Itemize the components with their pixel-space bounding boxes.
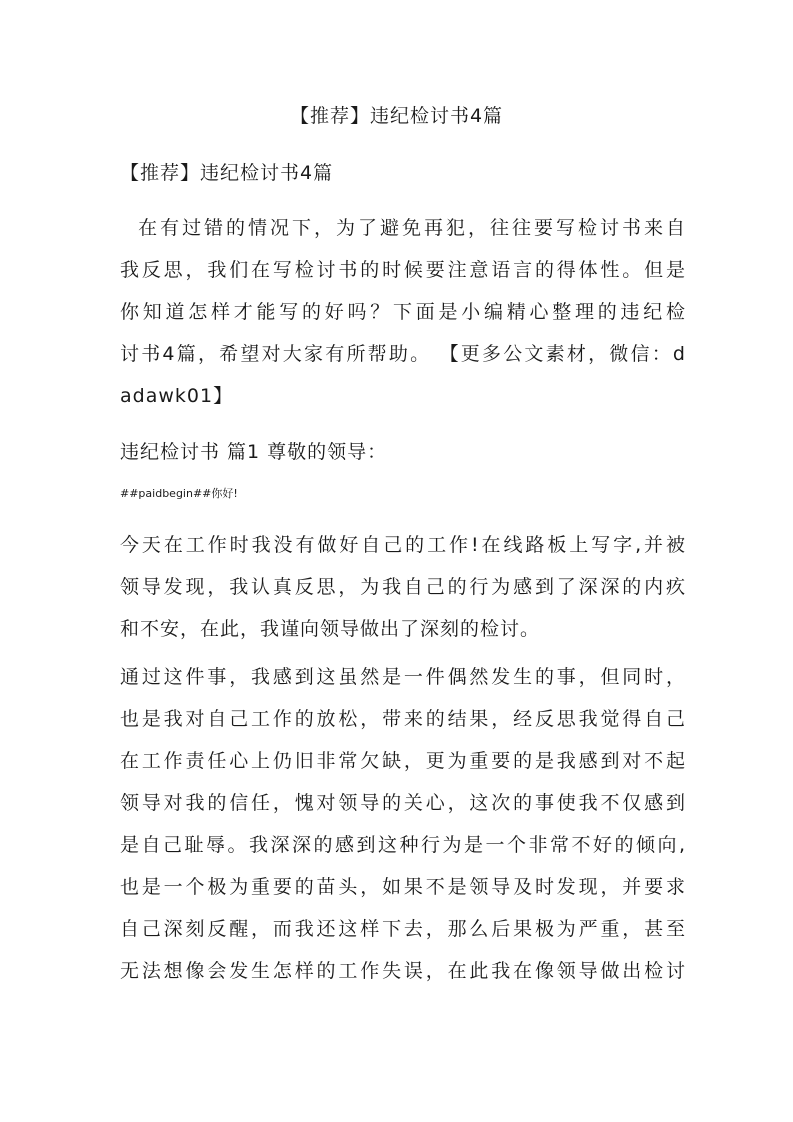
paid-marker: ##paidbegin##你好! — [120, 487, 238, 500]
paragraph-line: 领导对我的信任，愧对领导的关心，这次的事使我不仅感到 — [120, 792, 686, 814]
document-subtitle: 【推荐】违纪检讨书4篇 — [120, 162, 334, 184]
body-paragraph-2 — [120, 656, 686, 992]
paragraph-line: 通过这件事，我感到这虽然是一件偶然发生的事，但同时， — [120, 666, 686, 688]
document-title: 【推荐】违纪检讨书4篇 — [289, 105, 504, 127]
paragraph-line: 是自己耻辱。我深深的感到这种行为是一个非常不好的倾向, — [120, 834, 686, 856]
paragraph-line: 在工作责任心上仍旧非常欠缺，更为重要的是我感到对不起 — [120, 750, 686, 772]
paragraph-line: 自己深刻反醒，而我还这样下去，那么后果极为严重，甚至 — [120, 918, 686, 940]
paragraph-line: 无法想像会发生怎样的工作失误，在此我在像领导做出检讨 — [120, 960, 686, 982]
section-heading: 违纪检讨书 篇1 尊敬的领导： — [120, 441, 388, 463]
intro-line: adawk01】 — [120, 385, 234, 407]
paragraph-line: 领导发现，我认真反思，为我自己的行为感到了深深的内疚 — [120, 576, 686, 598]
intro-line: 你知道怎样才能写的好吗？下面是小编精心整理的违纪检 — [120, 301, 686, 323]
intro-paragraph — [120, 207, 686, 417]
intro-line: 在有过错的情况下，为了避免再犯，往往要写检讨书来自 — [120, 217, 686, 239]
paragraph-line: 今天在工作时我没有做好自己的工作!在线路板上写字,并被 — [120, 534, 686, 556]
paragraph-line: 也是一个极为重要的苗头，如果不是领导及时发现，并要求 — [120, 876, 686, 898]
paragraph-line: 和不安，在此，我谨向领导做出了深刻的检讨。 — [120, 618, 541, 640]
body-paragraph-1 — [120, 524, 686, 650]
intro-line: 我反思，我们在写检讨书的时候要注意语言的得体性。但是 — [120, 259, 686, 281]
paragraph-line: 也是我对自己工作的放松，带来的结果，经反思我觉得自己 — [120, 708, 686, 730]
intro-line: 讨书4篇，希望对大家有所帮助。 【更多公文素材，微信：d — [120, 343, 686, 365]
